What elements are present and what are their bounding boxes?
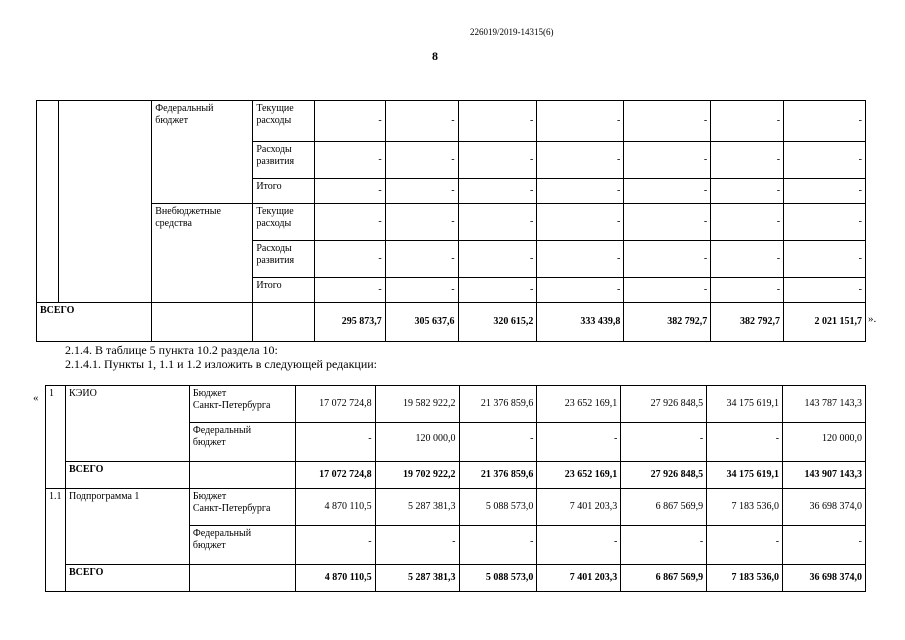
row-number-cell: 1.1 — [46, 489, 66, 592]
funding-source-cell: Бюджет Санкт-Петербурга — [189, 386, 295, 423]
value-cell: - — [459, 526, 537, 565]
value-cell: - — [314, 204, 385, 241]
value-cell: - — [385, 179, 458, 204]
expense-type-cell: Текущие расходы — [253, 101, 315, 142]
value-cell: - — [624, 278, 711, 303]
total-value-cell: 320 615,2 — [458, 303, 537, 342]
value-cell: 19 582 922,2 — [375, 386, 459, 423]
value-cell: 7 401 203,3 — [537, 489, 621, 526]
funding-source-cell: Федеральный бюджет — [189, 423, 295, 462]
value-cell: - — [458, 241, 537, 278]
total-value-cell: 7 183 536,0 — [707, 565, 783, 592]
value-cell: 27 926 848,5 — [621, 386, 707, 423]
expense-type-cell: Расходы развития — [253, 241, 315, 278]
total-value-cell: 2 021 151,7 — [784, 303, 866, 342]
paragraph-2-1-4-1: 2.1.4.1. Пункты 1, 1.1 и 1.2 изложить в следующей редакции: — [65, 357, 378, 371]
value-cell: - — [385, 278, 458, 303]
table-row — [46, 489, 866, 526]
value-cell: 7 183 536,0 — [707, 489, 783, 526]
opening-quote: « — [33, 392, 39, 404]
program-name-cell: КЭИО — [65, 386, 189, 462]
value-cell: 34 175 619,1 — [707, 386, 783, 423]
value-cell: - — [621, 526, 707, 565]
value-cell: - — [314, 278, 385, 303]
total-value-cell: 5 088 573,0 — [459, 565, 537, 592]
closing-quote: ». — [868, 313, 877, 325]
total-label: ВСЕГО — [65, 565, 189, 592]
total-value-cell: 143 907 143,3 — [783, 462, 866, 489]
table-row — [37, 204, 866, 241]
value-cell: - — [385, 142, 458, 179]
value-cell: - — [537, 241, 624, 278]
value-cell: 17 072 724,8 — [295, 386, 375, 423]
value-cell: - — [624, 142, 711, 179]
value-cell: - — [711, 179, 784, 204]
expense-type-cell — [253, 303, 315, 342]
value-cell: - — [711, 278, 784, 303]
value-cell: - — [385, 204, 458, 241]
table-row — [46, 565, 866, 592]
value-cell: - — [711, 142, 784, 179]
value-cell: - — [537, 101, 624, 142]
value-cell: 4 870 110,5 — [295, 489, 375, 526]
total-value-cell: 17 072 724,8 — [295, 462, 375, 489]
total-value-cell: 7 401 203,3 — [537, 565, 621, 592]
value-cell: - — [459, 423, 537, 462]
value-cell: - — [314, 142, 385, 179]
total-label: ВСЕГО — [65, 462, 189, 489]
paragraph-2-1-4: 2.1.4. В таблице 5 пункта 10.2 раздела 10: — [65, 343, 278, 357]
value-cell: - — [784, 179, 866, 204]
value-cell: 6 867 569,9 — [621, 489, 707, 526]
value-cell: - — [537, 526, 621, 565]
funding-source-cell — [189, 565, 295, 592]
total-value-cell: 34 175 619,1 — [707, 462, 783, 489]
value-cell: - — [711, 101, 784, 142]
value-cell: - — [707, 526, 783, 565]
total-value-cell: 305 637,6 — [385, 303, 458, 342]
value-cell: - — [458, 179, 537, 204]
total-value-cell: 21 376 859,6 — [459, 462, 537, 489]
value-cell: - — [537, 423, 621, 462]
table-row — [37, 101, 866, 142]
value-cell: - — [375, 526, 459, 565]
value-cell: - — [385, 241, 458, 278]
funding-source-cell — [189, 462, 295, 489]
total-value-cell: 36 698 374,0 — [783, 565, 866, 592]
value-cell: - — [295, 423, 375, 462]
value-cell: - — [784, 101, 866, 142]
value-cell: - — [624, 204, 711, 241]
expense-type-cell: Текущие расходы — [253, 204, 315, 241]
value-cell: - — [314, 241, 385, 278]
funding-source-cell: Федеральный бюджет — [152, 101, 253, 204]
value-cell: - — [458, 204, 537, 241]
value-cell: - — [711, 204, 784, 241]
value-cell: - — [707, 423, 783, 462]
value-cell: - — [783, 526, 866, 565]
value-cell: 120 000,0 — [375, 423, 459, 462]
value-cell: - — [537, 179, 624, 204]
value-cell: - — [458, 101, 537, 142]
funding-source-cell: Федеральный бюджет — [189, 526, 295, 565]
value-cell: - — [621, 423, 707, 462]
value-cell: - — [314, 179, 385, 204]
value-cell: - — [784, 241, 866, 278]
expense-type-cell: Итого — [253, 278, 315, 303]
value-cell: - — [784, 278, 866, 303]
total-value-cell: 295 873,7 — [314, 303, 385, 342]
total-value-cell: 382 792,7 — [711, 303, 784, 342]
expense-type-cell: Расходы развития — [253, 142, 315, 179]
total-row — [37, 303, 866, 342]
value-cell: - — [458, 142, 537, 179]
value-cell: - — [314, 101, 385, 142]
value-cell: - — [624, 179, 711, 204]
value-cell: 5 287 381,3 — [375, 489, 459, 526]
value-cell: - — [537, 142, 624, 179]
value-cell: - — [537, 278, 624, 303]
number-cell — [37, 101, 59, 303]
value-cell: 21 376 859,6 — [459, 386, 537, 423]
program-name-cell: Подпрограмма 1 — [65, 489, 189, 565]
value-cell: - — [711, 241, 784, 278]
value-cell: 143 787 143,3 — [783, 386, 866, 423]
funding-source-cell: Бюджет Санкт-Петербурга — [189, 489, 295, 526]
document-id: 226019/2019-14315(6) — [470, 27, 554, 37]
value-cell: - — [784, 142, 866, 179]
table-row — [46, 462, 866, 489]
value-cell: 36 698 374,0 — [783, 489, 866, 526]
value-cell: - — [624, 101, 711, 142]
budget-table-table5 — [45, 385, 866, 592]
total-label: ВСЕГО — [37, 303, 152, 342]
value-cell: 5 088 573,0 — [459, 489, 537, 526]
total-value-cell: 19 702 922,2 — [375, 462, 459, 489]
value-cell: - — [458, 278, 537, 303]
value-cell: - — [537, 204, 624, 241]
funding-source-cell: Внебюджетные средства — [152, 204, 253, 303]
value-cell: 120 000,0 — [783, 423, 866, 462]
budget-table-continuation — [36, 100, 866, 342]
total-value-cell: 382 792,7 — [624, 303, 711, 342]
value-cell: - — [624, 241, 711, 278]
total-value-cell: 27 926 848,5 — [621, 462, 707, 489]
expense-type-cell: Итого — [253, 179, 315, 204]
row-number-cell: 1 — [46, 386, 66, 489]
name-cell — [59, 101, 152, 303]
value-cell: - — [295, 526, 375, 565]
total-value-cell: 333 439,8 — [537, 303, 624, 342]
total-value-cell: 23 652 169,1 — [537, 462, 621, 489]
page-number: 8 — [432, 49, 438, 63]
table-row — [46, 386, 866, 423]
value-cell: - — [385, 101, 458, 142]
value-cell: 23 652 169,1 — [537, 386, 621, 423]
total-value-cell: 4 870 110,5 — [295, 565, 375, 592]
total-value-cell: 5 287 381,3 — [375, 565, 459, 592]
value-cell: - — [784, 204, 866, 241]
funding-source-cell — [152, 303, 253, 342]
total-value-cell: 6 867 569,9 — [621, 565, 707, 592]
